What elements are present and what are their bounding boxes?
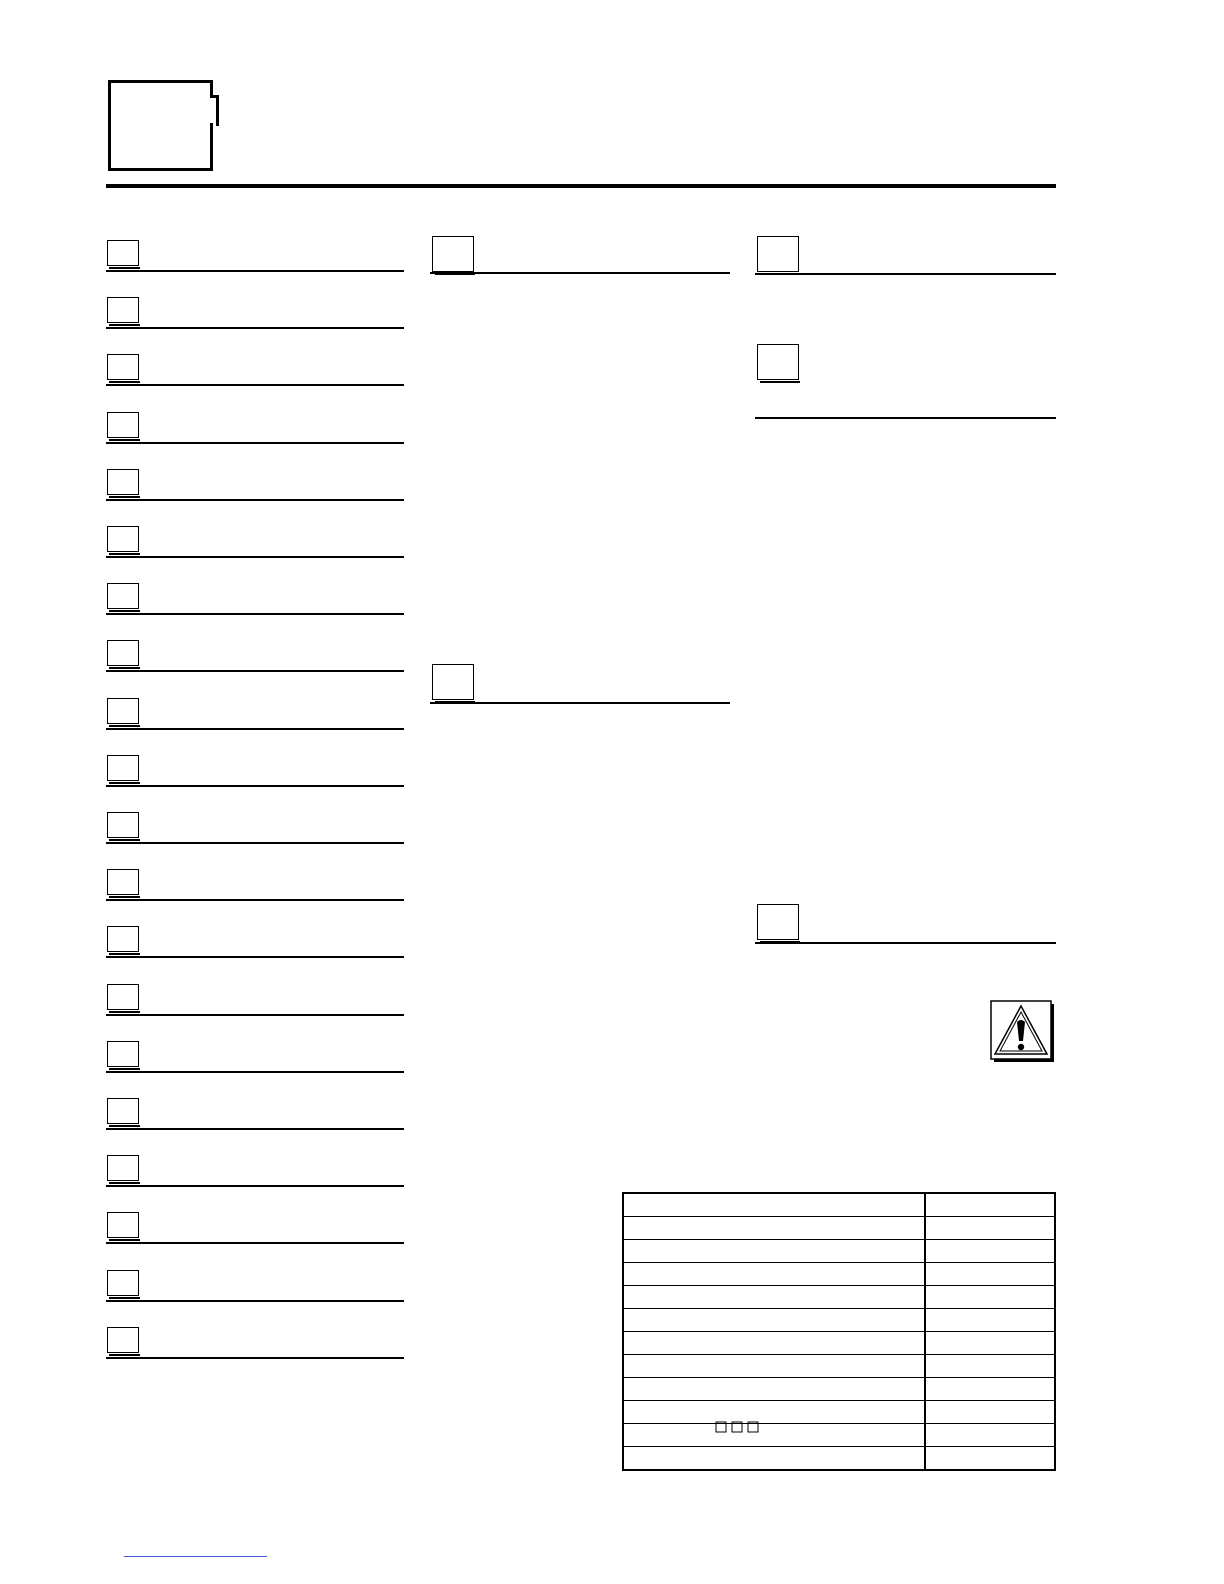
index-item-rule [106, 270, 404, 272]
spec-table [622, 1192, 1056, 1471]
index-item-marker [107, 869, 139, 895]
table-cell-value [925, 1240, 1055, 1263]
index-item-marker [107, 526, 139, 552]
table-cell-label [623, 1355, 925, 1378]
table-cell-value [925, 1217, 1055, 1240]
index-item-rule [106, 613, 404, 615]
index-item-rule [106, 499, 404, 501]
cmd-glyph-icon [714, 1420, 764, 1434]
table-cell-label [623, 1193, 925, 1217]
section-rule-5 [755, 942, 1056, 944]
index-item-marker [107, 1155, 139, 1181]
section-rule-2 [430, 702, 730, 704]
section-rule-3 [755, 273, 1056, 275]
index-item-rule [106, 899, 404, 901]
table-row [623, 1447, 1055, 1471]
table-row [623, 1401, 1055, 1424]
index-item-rule [106, 1242, 404, 1244]
index-item-marker [107, 984, 139, 1010]
table-cell-value [925, 1401, 1055, 1424]
table-row [623, 1424, 1055, 1447]
table-cell-label [623, 1447, 925, 1471]
index-item-rule [106, 556, 404, 558]
table-cell-value [925, 1309, 1055, 1332]
section-rule-1 [430, 272, 730, 274]
table-cell-value [925, 1378, 1055, 1401]
index-item-marker [107, 1270, 139, 1296]
index-item-rule [106, 842, 404, 844]
index-item-rule [106, 1357, 404, 1359]
footer-link-underline[interactable] [124, 1556, 267, 1557]
index-item-rule [106, 728, 404, 730]
section-marker-5 [757, 904, 799, 940]
index-item-marker [107, 1098, 139, 1124]
table-cell-label [623, 1263, 925, 1286]
index-item-rule [106, 442, 404, 444]
table-row [623, 1378, 1055, 1401]
index-item-rule [106, 384, 404, 386]
index-item-marker [107, 812, 139, 838]
index-item-rule [106, 670, 404, 672]
table-cell-label [623, 1240, 925, 1263]
index-item-rule [106, 956, 404, 958]
section-marker-3 [757, 236, 799, 272]
index-item-marker [107, 469, 139, 495]
index-item-rule [106, 1071, 404, 1073]
section-marker-2 [432, 664, 474, 700]
table-cell-label [623, 1378, 925, 1401]
section-marker-4 [757, 344, 799, 380]
index-item-rule [106, 1300, 404, 1302]
table-cell-label [623, 1309, 925, 1332]
index-item-rule [106, 1014, 404, 1016]
table-row [623, 1193, 1055, 1217]
table-cell-value [925, 1332, 1055, 1355]
table-cell-label [623, 1332, 925, 1355]
section-marker-1 [432, 236, 474, 272]
table-cell-value [925, 1447, 1055, 1471]
table-cell-value [925, 1286, 1055, 1309]
table-cell-value [925, 1263, 1055, 1286]
table-row [623, 1332, 1055, 1355]
index-item-marker [107, 755, 139, 781]
table-cell-value [925, 1424, 1055, 1447]
index-item-marker [107, 583, 139, 609]
index-item-marker [107, 354, 139, 380]
table-row [623, 1355, 1055, 1378]
table-cell-label [623, 1217, 925, 1240]
index-item-marker [107, 926, 139, 952]
index-item-marker [107, 1041, 139, 1067]
table-cell-label [623, 1286, 925, 1309]
warning-triangle-icon [990, 1000, 1056, 1064]
table-row [623, 1217, 1055, 1240]
table-cell-value [925, 1193, 1055, 1217]
index-item-rule [106, 785, 404, 787]
table-row [623, 1240, 1055, 1263]
header-rule [106, 184, 1056, 188]
table-row [623, 1263, 1055, 1286]
table-cell-label [623, 1424, 925, 1447]
index-item-marker [107, 640, 139, 666]
index-item-marker [107, 1212, 139, 1238]
index-item-rule [106, 327, 404, 329]
index-item-marker [107, 412, 139, 438]
table-cell-value [925, 1355, 1055, 1378]
table-row [623, 1286, 1055, 1309]
chapter-marker-box [108, 80, 210, 168]
table-cell-label [623, 1401, 925, 1424]
index-item-marker [107, 240, 139, 266]
table-row [623, 1309, 1055, 1332]
index-item-rule [106, 1128, 404, 1130]
index-item-marker [107, 1327, 139, 1353]
index-item-marker [107, 297, 139, 323]
section-rule-4 [755, 417, 1056, 419]
index-item-rule [106, 1185, 404, 1187]
index-item-marker [107, 698, 139, 724]
